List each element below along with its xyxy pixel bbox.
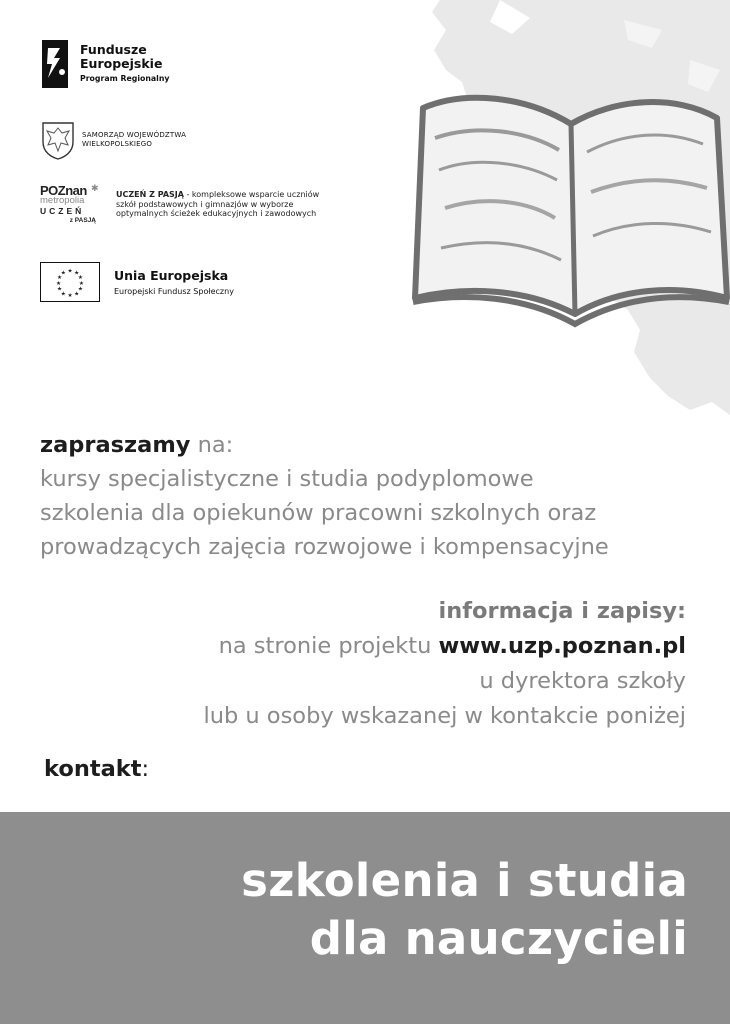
svg-text:★: ★ bbox=[77, 286, 84, 293]
fundusze-title-1: Fundusze bbox=[80, 41, 147, 57]
uczen-z-pasja-name: UCZEŃ Z PASJĄ bbox=[116, 190, 184, 199]
fundusze-europejskie-logo bbox=[40, 38, 169, 90]
uczen-z-pasja-text: - kompleksowe wsparcie uczniów szkół podstawowych i gimnazjów w wyborze optymalnych ścieżek edukacyjnych i zawodowych bbox=[116, 190, 320, 218]
bottom-banner bbox=[0, 812, 730, 1024]
invitation-line: szkolenia dla opiekunów pracowni szkolnych oraz bbox=[40, 500, 597, 526]
svg-text:★: ★ bbox=[77, 275, 84, 282]
invitation-line: prowadzących zajęcia rozwojowe i kompensacyjne bbox=[40, 534, 609, 560]
poznan-line-2: metropolia bbox=[40, 195, 85, 206]
fundusze-subtitle: Program Regionalny bbox=[80, 73, 170, 83]
svg-text:★: ★ bbox=[56, 286, 63, 293]
contact-colon: : bbox=[141, 756, 150, 782]
fundusze-title-2: Europejskie bbox=[80, 55, 163, 71]
svg-text:★: ★ bbox=[67, 268, 73, 275]
svg-text:★: ★ bbox=[74, 270, 80, 277]
invitation-highlight: zapraszamy bbox=[40, 432, 191, 458]
invitation-block bbox=[40, 428, 609, 564]
eu-title: Unia Europejska bbox=[114, 268, 229, 283]
invitation-suffix: na: bbox=[190, 432, 234, 458]
svg-text:★: ★ bbox=[60, 291, 66, 298]
contact-label bbox=[44, 756, 149, 782]
poznan-line-3: UCZEŃ bbox=[40, 206, 85, 216]
poznan-line-4: z PASJĄ bbox=[69, 217, 96, 224]
samorzad-logo bbox=[40, 120, 186, 160]
invitation-line: kursy specjalistyczne i studia podyplomowe bbox=[40, 466, 534, 492]
poznan-line-1: POZnan bbox=[40, 183, 87, 198]
unia-europejska-logo bbox=[40, 262, 234, 302]
information-block bbox=[203, 594, 686, 734]
eagle-crest-icon bbox=[40, 120, 76, 160]
banner-title-line-1: szkolenia i studia bbox=[241, 854, 688, 907]
banner-title bbox=[241, 852, 688, 968]
fundusze-europejskie-icon bbox=[40, 38, 70, 90]
information-title: informacja i zapisy: bbox=[438, 598, 686, 624]
svg-text:★: ★ bbox=[56, 280, 62, 287]
eu-flag-icon bbox=[40, 262, 100, 302]
project-website-link[interactable]: www.uzp.poznan.pl bbox=[438, 633, 686, 659]
samorzad-line-2: WIELKOPOLSKIEGO bbox=[82, 140, 153, 148]
samorzad-line-1: SAMORZĄD WOJEWÓDZTWA bbox=[82, 131, 187, 139]
eu-subtitle: Europejski Fundusz Społeczny bbox=[114, 287, 234, 296]
uczen-z-pasja-description bbox=[116, 190, 326, 219]
information-line-website bbox=[203, 629, 686, 664]
svg-text:★: ★ bbox=[74, 291, 80, 298]
information-line-contact-person: lub u osoby wskazanej w kontakcie poniżej bbox=[203, 703, 686, 729]
information-website-prefix: na stronie projektu bbox=[218, 633, 439, 659]
svg-text:★: ★ bbox=[56, 275, 63, 282]
information-line-director: u dyrektora szkoły bbox=[479, 668, 686, 694]
svg-text:★: ★ bbox=[60, 270, 66, 277]
banner-title-line-2: dla nauczycieli bbox=[309, 912, 688, 965]
open-book-illustration bbox=[405, 88, 730, 338]
star-icon: ✱ bbox=[91, 184, 99, 194]
uczen-z-pasja-logo bbox=[40, 183, 102, 238]
contact-label-text: kontakt bbox=[44, 756, 142, 782]
invitation-heading bbox=[40, 428, 609, 462]
svg-text:★: ★ bbox=[67, 293, 73, 300]
svg-text:★: ★ bbox=[78, 280, 84, 287]
